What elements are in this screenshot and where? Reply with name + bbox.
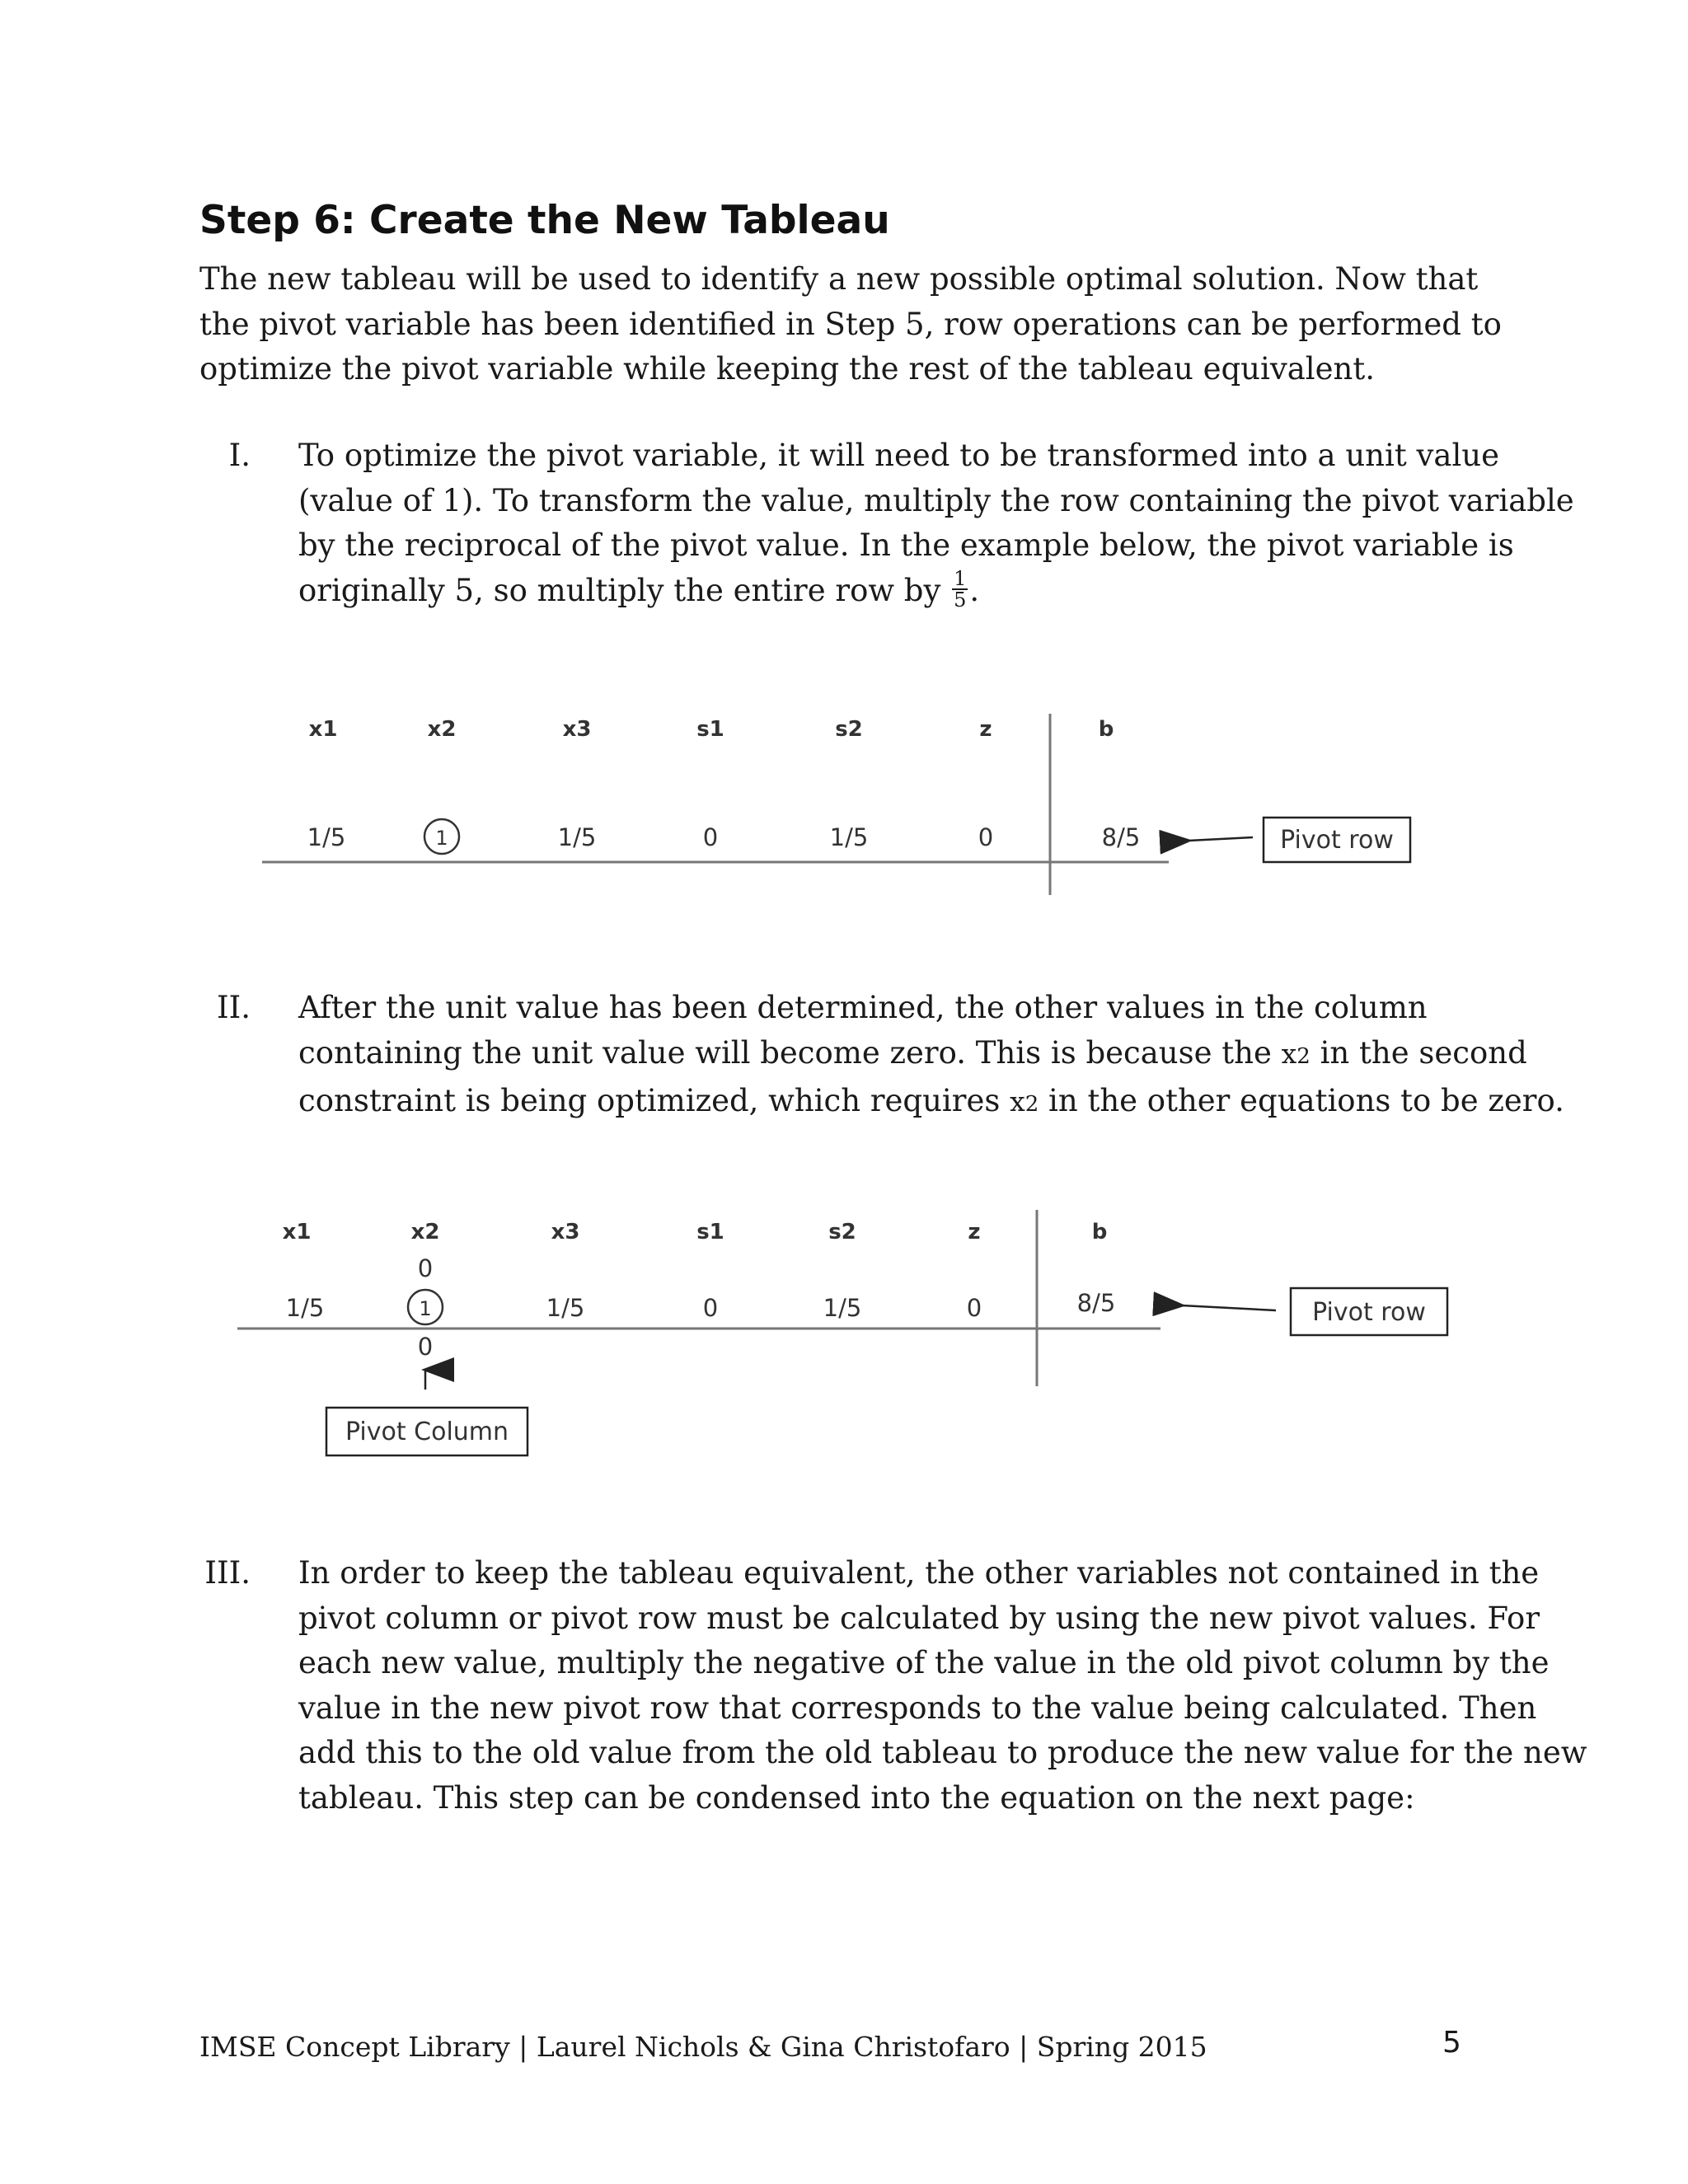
tableau-1-svg [247, 701, 1467, 898]
cell-z: 0 [978, 823, 994, 851]
item-text-c: in the other equations to be zero. [1039, 1083, 1564, 1118]
item-text-b: in the second constraint is being optimized, which requires [298, 1034, 1527, 1118]
item-text-a: After the unit value has been determined, the other values in the column containing the unit value will become zero. This is because the [298, 990, 1428, 1071]
header-x2: x2 [427, 717, 457, 742]
section-heading: Step 6: Create the New Tableau [199, 198, 890, 243]
cell-z: 0 [966, 1294, 982, 1322]
cell-x2-pivot: 1 [419, 1297, 432, 1320]
footer-citation: IMSE Concept Library | Laurel Nichols & Gina Christofaro | Spring 2015 [199, 2031, 1207, 2063]
header-s1: s1 [696, 717, 724, 742]
item-numeral: III. [204, 1555, 251, 1591]
item-text [298, 434, 1601, 613]
header-z: z [968, 1220, 981, 1244]
pivot-column-label: Pivot Column [345, 1418, 509, 1446]
header-x2: x2 [410, 1220, 440, 1244]
header-x1: x1 [308, 717, 338, 742]
cell-s1: 0 [702, 1294, 719, 1322]
cell-s1: 0 [702, 823, 719, 851]
item-text-end: . [969, 572, 980, 608]
var-sub: 2 [1025, 1092, 1039, 1117]
item-text-main: To optimize the pivot variable, it will need to be transformed into a unit value (value of 1). To transform the value, multiply the row containing the pivot variable by the reciprocal of the pivot value. In the example below, the pivot variable is originally 5, so multiply the entire row by [298, 438, 1574, 608]
header-b: b [1098, 717, 1114, 742]
cell-s2: 1/5 [829, 823, 869, 851]
header-x3: x3 [551, 1220, 580, 1244]
header-s2: s2 [835, 717, 863, 742]
var-x: x [1281, 1037, 1297, 1070]
cell-b: 8/5 [1101, 823, 1141, 851]
fraction-one-fifth [952, 569, 968, 610]
fraction-numerator: 1 [954, 567, 967, 590]
page-number: 5 [1442, 2026, 1461, 2060]
cell-x2-below: 0 [417, 1333, 434, 1361]
header-z: z [979, 717, 992, 742]
pivot-row-arrow [1189, 837, 1253, 841]
fraction-denominator: 5 [954, 588, 967, 612]
cell-x3: 1/5 [546, 1294, 585, 1322]
header-x1: x1 [282, 1220, 312, 1244]
pivot-row-label: Pivot row [1312, 1298, 1426, 1327]
item-numeral: I. [228, 438, 251, 473]
cell-b: 8/5 [1076, 1289, 1116, 1317]
tableau-figure-2 [231, 1203, 1484, 1475]
cell-x1: 1/5 [285, 1294, 325, 1322]
item-numeral: II. [217, 990, 251, 1025]
var-sub: 2 [1296, 1043, 1311, 1069]
item-text [298, 986, 1601, 1127]
header-s2: s2 [828, 1220, 856, 1244]
intro-paragraph: The new tableau will be used to identify a new possible optimal solution. Now that the pivot variable has been identified in Step 5, row operations can be performed to optimize the pivot variable while keeping the rest of the tableau equivalent. [199, 261, 1502, 387]
header-x3: x3 [562, 717, 592, 742]
pivot-row-arrow [1182, 1305, 1276, 1310]
cell-x1: 1/5 [307, 823, 346, 851]
header-s1: s1 [696, 1220, 724, 1244]
cell-x3: 1/5 [557, 823, 597, 851]
pivot-row-label: Pivot row [1280, 826, 1394, 855]
item-text: In order to keep the tableau equivalent, the other variables not contained in the pivot column or pivot row must be calculated by using the new pivot values. For each new value, multiply the negative of the value in the old pivot column by the value in the new pivot row that corresponds to the value being calculated. Then add this to the old value from the old tableau to produce the new value for the new tableau. This step can be condensed into the equation on the next page: [298, 1555, 1587, 1816]
cell-x2-above: 0 [417, 1254, 434, 1282]
tableau-figure-1 [247, 701, 1467, 898]
header-b: b [1091, 1220, 1108, 1244]
var-x: x [1010, 1085, 1025, 1118]
cell-x2-pivot: 1 [435, 827, 448, 850]
cell-s2: 1/5 [823, 1294, 862, 1322]
tableau-2-svg [231, 1203, 1484, 1475]
